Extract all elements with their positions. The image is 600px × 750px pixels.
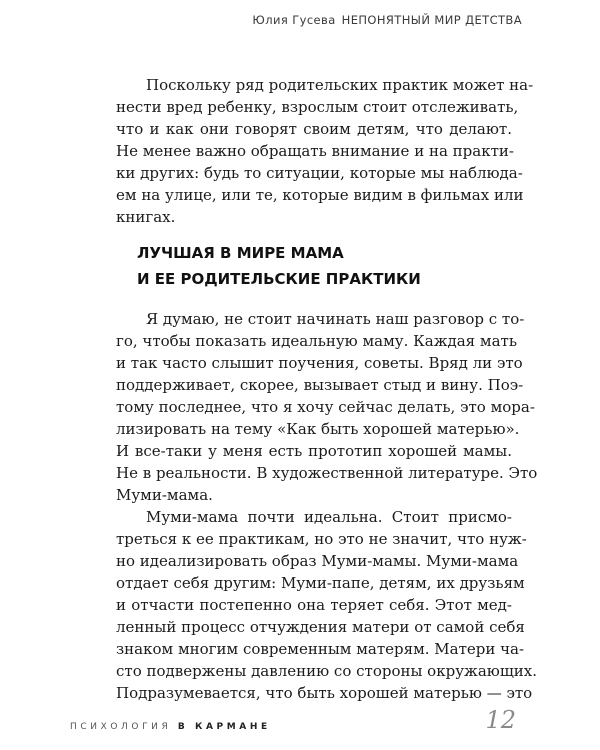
section-heading-line-2: И ЕЕ РОДИТЕЛЬСКИЕ ПРАКТИКИ bbox=[137, 270, 421, 288]
text-line: ленный процесс отчуждения матери от самой себя bbox=[116, 618, 525, 636]
text-line: И все-таки у меня есть прототип хорошей мамы. bbox=[116, 442, 512, 460]
text-line: треться к ее практикам, но это не значит, что нуж- bbox=[116, 530, 527, 548]
book-title: НЕПОНЯТНЫЙ МИР ДЕТСТВА bbox=[341, 13, 522, 27]
text-line: Подразумевается, что быть хорошей матерью — это bbox=[116, 684, 533, 702]
text-line: отдает себя другим: Муми-папе, детям, их друзьям bbox=[116, 574, 525, 592]
text-line: сто подвержены давлению со стороны окружающих. bbox=[116, 662, 537, 680]
text-line: нести вред ребенку, взрослым стоит отслеживать, bbox=[116, 98, 519, 116]
text-line: Я думаю, не стоит начинать наш разговор с то- bbox=[146, 310, 525, 328]
page-number: 12 bbox=[485, 706, 516, 734]
text-line: и отчасти постепенно она теряет себя. Этот мед- bbox=[116, 596, 512, 614]
text-line: знаком многим современным матерям. Матери ча- bbox=[116, 640, 525, 658]
text-line: лизировать на тему «Как быть хорошей матерью». bbox=[116, 420, 520, 438]
text-line: го, чтобы показать идеальную маму. Каждая мать bbox=[116, 332, 517, 350]
text-line: что и как они говорят своим детям, что делают. bbox=[116, 120, 512, 138]
series-name-bold: В КАРМАНЕ bbox=[177, 722, 271, 732]
text-line: ем на улице, или те, которые видим в фильмах или bbox=[116, 186, 524, 204]
text-line: ки других: будь то ситуации, которые мы наблюда- bbox=[116, 164, 523, 182]
text-line: Не в реальности. В художественной литературе. Это bbox=[116, 464, 538, 482]
section-heading-line-1: ЛУЧШАЯ В МИРЕ МАМА bbox=[137, 244, 344, 262]
running-head bbox=[252, 13, 522, 27]
text-line: книгах. bbox=[116, 208, 176, 226]
author-name: Юлия Гусева bbox=[252, 13, 336, 27]
series-name: ПСИХОЛОГИЯ bbox=[70, 722, 172, 732]
text-line: Муми-мама почти идеальна. Стоит присмо- bbox=[146, 508, 512, 526]
text-line: тому последнее, что я хочу сейчас делать, это мора- bbox=[116, 398, 535, 416]
text-line: Поскольку ряд родительских практик может на- bbox=[146, 76, 534, 94]
text-line: поддерживает, скорее, вызывает стыд и вину. Поэ- bbox=[116, 376, 524, 394]
text-line: но идеализировать образ Муми-мамы. Муми-мама bbox=[116, 552, 519, 570]
series-label bbox=[70, 722, 271, 732]
text-line: и так часто слышит поучения, советы. Вряд ли это bbox=[116, 354, 523, 372]
text-line: Не менее важно обращать внимание и на практи- bbox=[116, 142, 514, 160]
text-line: Муми-мама. bbox=[116, 486, 213, 504]
